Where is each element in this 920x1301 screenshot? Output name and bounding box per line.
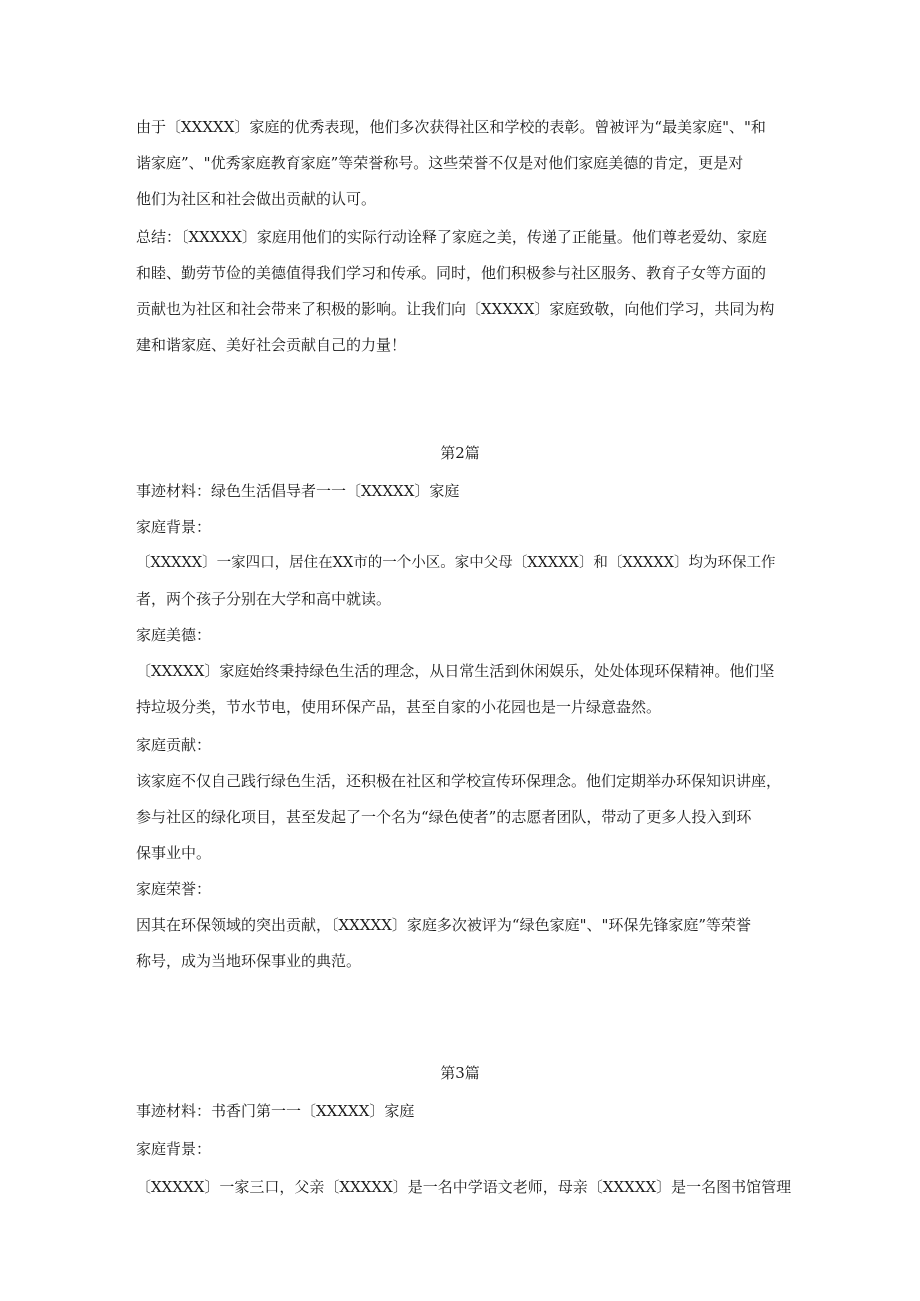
paragraph-line: 〔XXXXX〕一家四口，居住在XX市的一个小区。家中父母〔XXXXX〕和〔XXXXX〕均为环保工作 (136, 555, 776, 571)
paragraph-line: 总结：〔XXXXX〕家庭用他们的实际行动诠释了家庭之美，传递了正能量。他们尊老爱幼、家庭 (136, 228, 767, 246)
paragraph-line: 家庭荣誉： (136, 880, 212, 898)
paragraph-line: 者，两个孩子分别在大学和高中就读。 (136, 590, 392, 608)
paragraph-line: 参与社区的绿化项目，甚至发起了一个名为“绿色使者”的志愿者团队，带动了更多人投入到环 (136, 808, 752, 826)
paragraph-line: 家庭美德： (136, 626, 212, 644)
paragraph-line: 贡献也为社区和社会带来了积极的影响。让我们向〔XXXXX〕家庭致敬，向他们学习，共同为构 (136, 300, 775, 318)
paragraph-line: 和睦、勤劳节俭的美德值得我们学习和传承。同时，他们积极参与社区服务、教育子女等方面的 (136, 264, 767, 282)
paragraph-line: 事迹材料：绿色生活倡导者一一〔XXXXX〕家庭 (136, 482, 460, 500)
paragraph-line: 由于〔XXXXX〕家庭的优秀表现，他们多次获得社区和学校的表彰。曾被评为“最美家庭"、"和 (136, 118, 766, 136)
paragraph-line: 〔XXXXX〕家庭始终秉持绿色生活的理念，从日常生活到休闲娱乐，处处体现环保精神。他们坚 (136, 662, 775, 680)
paragraph-line: 家庭背景： (136, 1140, 212, 1158)
paragraph-line: 持垃圾分类，节水节电，使用环保产品，甚至自家的小花园也是一片绿意盎然。 (136, 698, 662, 716)
paragraph-line: 〔XXXXX〕一家三口，父亲〔XXXXX〕是一名中学语文老师，母亲〔XXXXX〕是一名图书馆管理 (136, 1178, 792, 1196)
paragraph-line: 该家庭不仅自己践行绿色生活，还积极在社区和学校宣传环保理念。他们定期举办环保知识讲座， (136, 772, 782, 790)
paragraph-line: 家庭贡献： (136, 736, 212, 754)
paragraph-line: 事迹材料：书香门第一一〔XXXXX〕家庭 (136, 1102, 415, 1120)
paragraph-line: 建和谐家庭、美好社会贡献自己的力量！ (136, 336, 407, 354)
paragraph-line: 他们为社区和社会做出贡献的认可。 (136, 190, 377, 208)
paragraph-line: 称号，成为当地环保事业的典范。 (136, 952, 362, 970)
paragraph-line: 家庭背景： (136, 518, 212, 536)
section-heading: 第2篇 (440, 444, 480, 462)
section-heading: 第3篇 (440, 1064, 480, 1082)
paragraph-line: 因其在环保领域的突出贡献，〔XXXXX〕家庭多次被评为“绿色家庭"、"环保先锋家庭”等荣誉 (136, 916, 752, 934)
paragraph-line: 保事业中。 (136, 844, 212, 862)
paragraph-line: 谐家庭”、"优秀家庭教育家庭”等荣誉称号。这些荣誉不仅是对他们家庭美德的肯定，更是对 (136, 154, 744, 172)
